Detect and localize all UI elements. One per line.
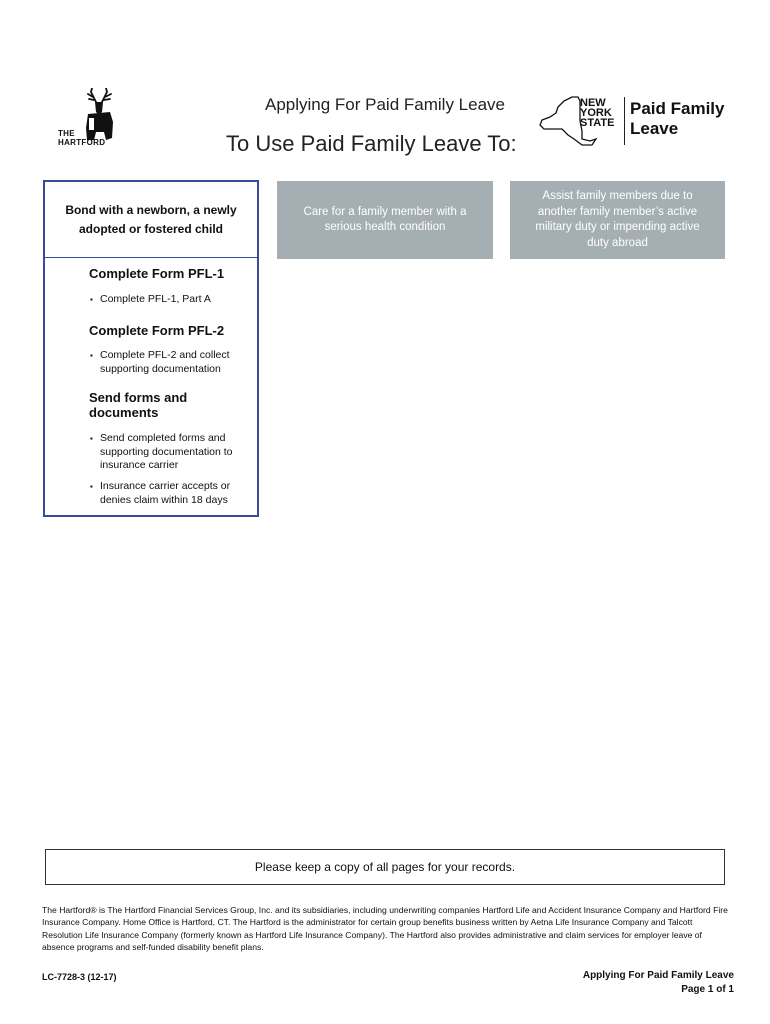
step-send-bullet-1: ▪ Send completed forms and supporting documentation to insurance carrier: [90, 432, 250, 473]
nys-line-3: STATE: [580, 117, 615, 129]
page-heading: To Use Paid Family Leave To:: [226, 131, 517, 156]
program-line-1: Paid Family: [630, 99, 725, 118]
step-pfl-2-bullet: ▪ Complete PFL-2 and collect supporting documentation: [90, 349, 250, 376]
footer-document-title: Applying For Paid Family Leave: [582, 970, 734, 981]
logo-divider: [624, 97, 625, 145]
legal-disclaimer: The Hartford® is The Hartford Financial Services Group, Inc. and its subsidiaries, including underwriting companies Hartford Life and Accident Insurance Company and Hartford Fire Insurance Company. Home Office is Hartford, CT. The Hartford is the administrator for certain group benefits business written by Aetna Life Insurance Company and Talcott Resolution Life Insurance Company (formerly known as Hartford Life Insurance Company). The Hartford also provides administrative and claim services for employer leave of absence programs and self-funded disability benefit plans.: [42, 905, 728, 952]
keep-copy-notice: Please keep a copy of all pages for your records.: [45, 849, 725, 885]
form-code: LC-7728-3 (12-17): [42, 972, 117, 982]
page-number: Page 1 of 1: [681, 984, 734, 995]
nys-line-1: NEW: [580, 97, 606, 109]
step-pfl-1-bullet: ▪ Complete PFL-1, Part A: [90, 293, 250, 307]
nys-paid-family-leave-logo: [538, 95, 728, 151]
option-care-family-member: Care for a family member with a serious health condition: [277, 181, 493, 259]
nys-wordmark: [580, 98, 614, 128]
step-send-bullet-2: ▪ Insurance carrier accepts or denies claim within 18 days: [90, 480, 250, 507]
document-title: Applying For Paid Family Leave: [264, 95, 505, 114]
program-line-2: Leave: [630, 119, 679, 138]
step-pfl-2-title: Complete Form PFL-2: [89, 323, 225, 338]
brand-line-1: THE: [58, 129, 75, 138]
option-military-duty: Assist family members due to another family member’s active military duty or impending active duty abroad: [510, 181, 725, 259]
hartford-wordmark: [58, 129, 105, 147]
brand-line-2: HARTFORD: [58, 138, 106, 147]
step-send-title: Send forms and documents: [89, 390, 188, 420]
option-bond-label: Bond with a newborn, a newly adopted or fostered child: [45, 182, 257, 258]
step-pfl-1-title: Complete Form PFL-1: [89, 266, 225, 281]
nys-line-2: YORK: [580, 107, 612, 119]
program-name: [630, 99, 724, 139]
